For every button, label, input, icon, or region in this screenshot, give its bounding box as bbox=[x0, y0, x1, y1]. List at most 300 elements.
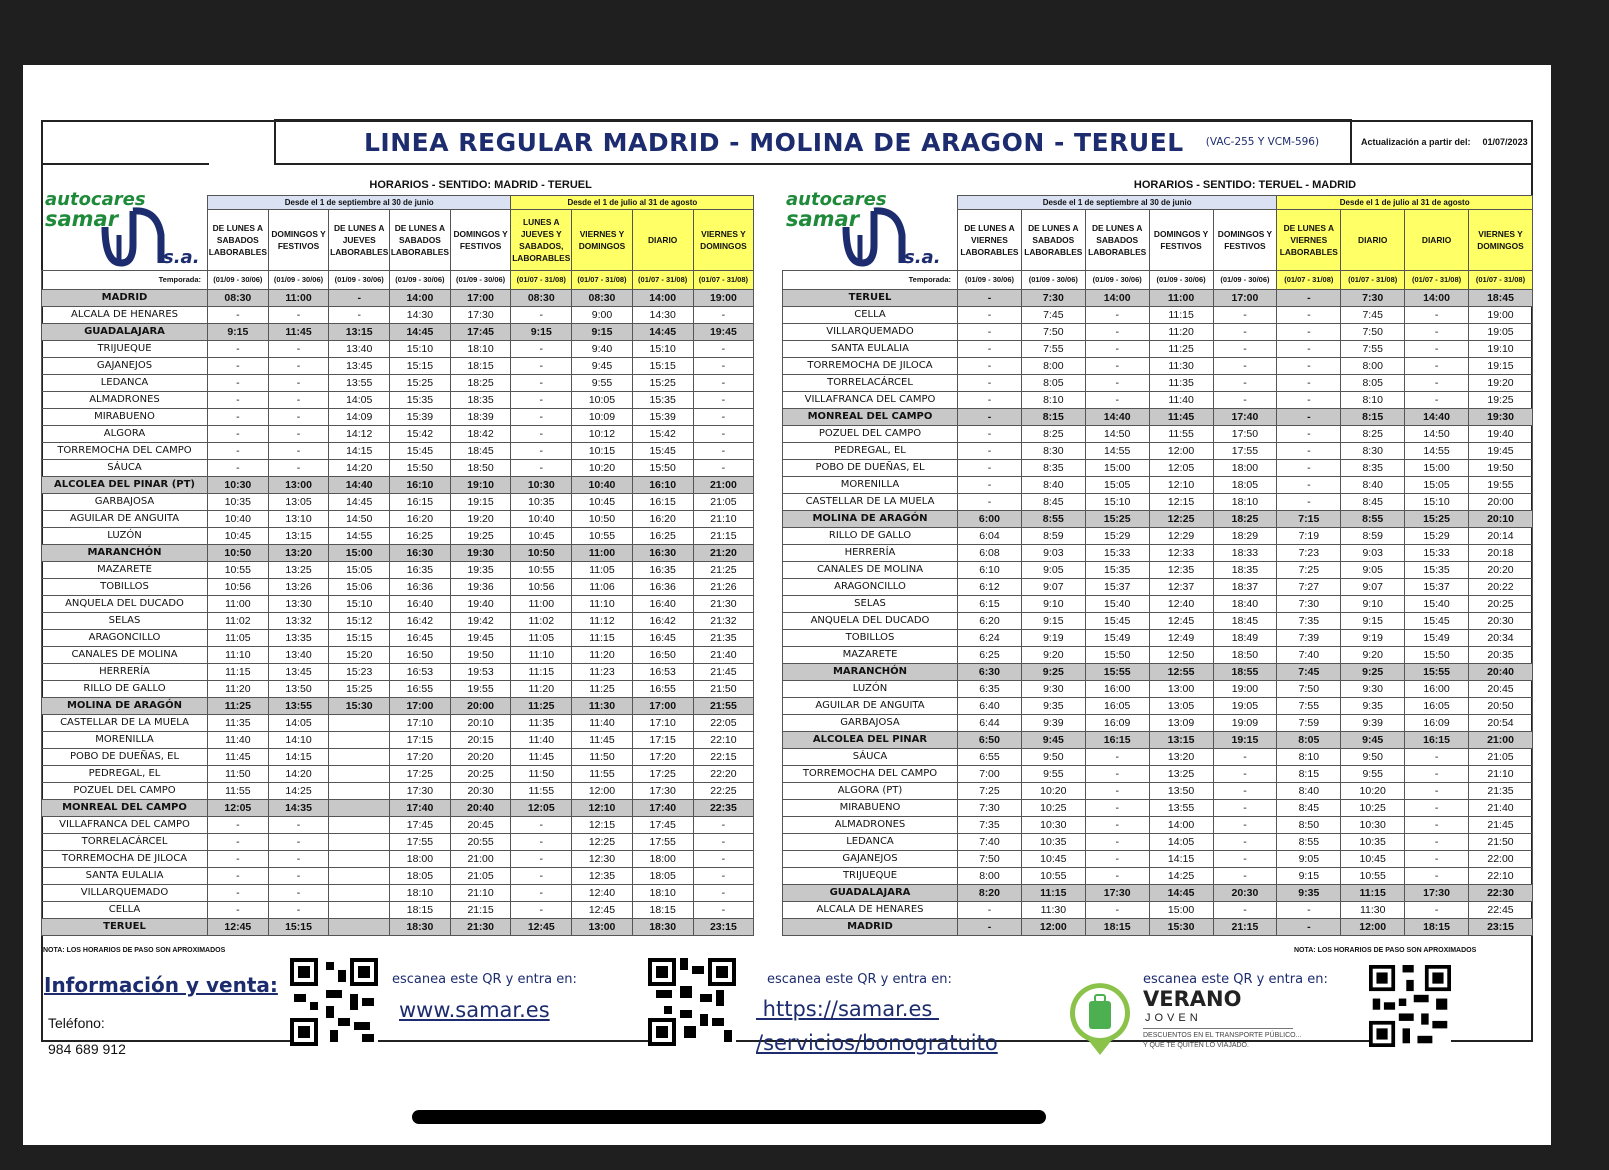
time-cell: 21:00 bbox=[1469, 732, 1533, 749]
column-header: DE LUNES A VIERNES LABORABLES bbox=[958, 210, 1022, 271]
time-cell: - bbox=[1213, 341, 1277, 358]
time-cell: 17:45 bbox=[390, 817, 451, 834]
time-cell: 14:30 bbox=[632, 307, 693, 324]
time-cell: 6:25 bbox=[958, 647, 1022, 664]
time-cell: 19:36 bbox=[450, 579, 511, 596]
time-cell: 9:03 bbox=[1021, 545, 1085, 562]
time-cell: 9:50 bbox=[1341, 749, 1405, 766]
stop-name: VILLARQUEMADO bbox=[42, 885, 208, 902]
page-subtitle: (VAC-255 Y VCM-596) bbox=[1205, 136, 1320, 148]
time-cell: 15:25 bbox=[329, 681, 390, 698]
time-cell: 18:25 bbox=[1213, 511, 1277, 528]
time-cell: 14:50 bbox=[1405, 426, 1469, 443]
column-header: DIARIO bbox=[1405, 210, 1469, 271]
time-cell: 10:30 bbox=[511, 477, 572, 494]
time-cell: - bbox=[1405, 375, 1469, 392]
time-cell: 15:05 bbox=[329, 562, 390, 579]
stop-name: VILLARQUEMADO bbox=[783, 324, 958, 341]
time-cell: 17:45 bbox=[632, 817, 693, 834]
time-cell: 22:35 bbox=[693, 800, 754, 817]
time-cell: 10:40 bbox=[572, 477, 633, 494]
time-cell: 21:30 bbox=[450, 919, 511, 936]
time-cell: 8:55 bbox=[1021, 511, 1085, 528]
bonogratuito-link-path[interactable]: /servicios/bonogratuito bbox=[756, 1031, 998, 1055]
time-cell: 14:00 bbox=[1405, 290, 1469, 307]
time-cell: 8:25 bbox=[1021, 426, 1085, 443]
time-cell: 7:30 bbox=[1277, 596, 1341, 613]
time-cell: 9:15 bbox=[572, 324, 633, 341]
time-cell: 10:45 bbox=[208, 528, 269, 545]
time-cell: - bbox=[1405, 834, 1469, 851]
table-row bbox=[783, 664, 1533, 681]
time-cell: 8:00 bbox=[1341, 358, 1405, 375]
time-cell: - bbox=[958, 341, 1022, 358]
time-cell: 21:45 bbox=[693, 664, 754, 681]
time-cell: - bbox=[511, 307, 572, 324]
time-cell: 18:30 bbox=[390, 919, 451, 936]
time-cell: 17:10 bbox=[632, 715, 693, 732]
column-header: DOMINGOS Y FESTIVOS bbox=[450, 210, 511, 271]
time-cell: 8:40 bbox=[1341, 477, 1405, 494]
time-cell: 9:15 bbox=[1341, 613, 1405, 630]
time-cell: 10:35 bbox=[208, 494, 269, 511]
time-cell: - bbox=[1213, 307, 1277, 324]
time-cell: - bbox=[1277, 358, 1341, 375]
time-cell: - bbox=[1213, 375, 1277, 392]
table-row bbox=[42, 902, 754, 919]
table-row bbox=[42, 341, 754, 358]
time-cell: 11:15 bbox=[208, 664, 269, 681]
table-row bbox=[783, 341, 1533, 358]
time-cell: 10:56 bbox=[511, 579, 572, 596]
table-row bbox=[42, 358, 754, 375]
table-row bbox=[783, 562, 1533, 579]
time-cell: 7:30 bbox=[1341, 290, 1405, 307]
samar-website-link[interactable]: www.samar.es bbox=[399, 998, 550, 1022]
time-cell bbox=[329, 715, 390, 732]
time-cell: 11:10 bbox=[208, 647, 269, 664]
time-cell: 12:00 bbox=[572, 783, 633, 800]
time-cell: - bbox=[1213, 800, 1277, 817]
time-cell: 21:10 bbox=[1469, 766, 1533, 783]
time-cell: 18:30 bbox=[632, 919, 693, 936]
time-cell: 15:00 bbox=[329, 545, 390, 562]
table-row bbox=[42, 919, 754, 936]
stop-name: GUADALAJARA bbox=[783, 885, 958, 902]
time-cell: - bbox=[1213, 392, 1277, 409]
table-row bbox=[42, 545, 754, 562]
time-cell: 12:37 bbox=[1149, 579, 1213, 596]
time-cell: 7:50 bbox=[1341, 324, 1405, 341]
time-cell: 13:15 bbox=[329, 324, 390, 341]
period-row bbox=[783, 196, 1533, 210]
stop-name: MOLINA DE ARAGÓN bbox=[42, 698, 208, 715]
update-date bbox=[1361, 137, 1528, 147]
table-row bbox=[783, 732, 1533, 749]
table-row bbox=[783, 681, 1533, 698]
time-cell: 18:55 bbox=[1213, 664, 1277, 681]
time-cell: 19:53 bbox=[450, 664, 511, 681]
time-cell: 18:15 bbox=[390, 902, 451, 919]
time-cell: 11:40 bbox=[208, 732, 269, 749]
stop-name: SANTA EULALIA bbox=[783, 341, 958, 358]
time-cell: 14:00 bbox=[1149, 817, 1213, 834]
time-cell: - bbox=[1405, 851, 1469, 868]
time-cell: 22:30 bbox=[1469, 885, 1533, 902]
time-cell: - bbox=[208, 460, 269, 477]
time-cell: 8:05 bbox=[1277, 732, 1341, 749]
stop-name: LEDANCA bbox=[783, 834, 958, 851]
time-cell: 17:30 bbox=[390, 783, 451, 800]
time-cell: 17:15 bbox=[390, 732, 451, 749]
time-cell: 22:00 bbox=[1469, 851, 1533, 868]
time-cell: 10:50 bbox=[511, 545, 572, 562]
time-cell: 19:20 bbox=[1469, 375, 1533, 392]
time-cell: 19:30 bbox=[1469, 409, 1533, 426]
time-cell: 11:25 bbox=[1149, 341, 1213, 358]
time-cell: 20:25 bbox=[1469, 596, 1533, 613]
time-cell: 19:55 bbox=[450, 681, 511, 698]
qr-code-icon[interactable] bbox=[648, 958, 736, 1046]
blank-cell bbox=[783, 207, 958, 271]
time-cell: 7:00 bbox=[958, 766, 1022, 783]
time-cell: 11:55 bbox=[208, 783, 269, 800]
stop-name: ARAGONCILLO bbox=[783, 579, 958, 596]
qr-code-icon[interactable] bbox=[1369, 965, 1451, 1047]
time-cell: 14:25 bbox=[1149, 868, 1213, 885]
time-cell: - bbox=[1277, 426, 1341, 443]
time-cell bbox=[329, 783, 390, 800]
time-cell: 10:45 bbox=[1021, 851, 1085, 868]
time-cell: - bbox=[208, 307, 269, 324]
time-cell: 11:45 bbox=[268, 324, 329, 341]
blank-cell bbox=[783, 175, 958, 196]
time-cell: 12:00 bbox=[1021, 919, 1085, 936]
time-cell: 7:35 bbox=[1277, 613, 1341, 630]
time-cell: 14:45 bbox=[632, 324, 693, 341]
season-range: (01/09 - 30/06) bbox=[1213, 271, 1277, 290]
time-cell: 11:00 bbox=[572, 545, 633, 562]
time-cell: 19:05 bbox=[1213, 698, 1277, 715]
time-cell: 9:55 bbox=[1021, 766, 1085, 783]
time-cell: 11:45 bbox=[1149, 409, 1213, 426]
season-range: (01/07 - 31/08) bbox=[1405, 271, 1469, 290]
time-cell: 13:45 bbox=[268, 664, 329, 681]
time-cell: 22:10 bbox=[693, 732, 754, 749]
time-cell: 10:05 bbox=[572, 392, 633, 409]
time-cell: 14:15 bbox=[268, 749, 329, 766]
scan-prompt: escanea este QR y entra en: bbox=[392, 972, 577, 987]
time-cell: 15:45 bbox=[1405, 613, 1469, 630]
time-cell: 9:05 bbox=[1021, 562, 1085, 579]
time-cell: 20:22 bbox=[1469, 579, 1533, 596]
time-cell: 18:45 bbox=[450, 443, 511, 460]
time-cell: 6:12 bbox=[958, 579, 1022, 596]
time-cell: - bbox=[511, 460, 572, 477]
direction-title: HORARIOS - SENTIDO: TERUEL - MADRID bbox=[1133, 179, 1357, 191]
time-cell: 9:30 bbox=[1341, 681, 1405, 698]
time-cell: 19:40 bbox=[450, 596, 511, 613]
verano-description: Y QUE TE QUITEN LO VIAJADO. bbox=[1143, 1042, 1249, 1049]
time-cell: 6:24 bbox=[958, 630, 1022, 647]
time-cell: 14:09 bbox=[329, 409, 390, 426]
time-cell: 18:50 bbox=[1213, 647, 1277, 664]
time-cell: - bbox=[1277, 477, 1341, 494]
stop-name: SÁUCA bbox=[42, 460, 208, 477]
time-cell: 14:05 bbox=[329, 392, 390, 409]
time-cell: - bbox=[1085, 749, 1149, 766]
time-cell: 16:36 bbox=[390, 579, 451, 596]
time-cell: - bbox=[1405, 817, 1469, 834]
time-cell: 14:25 bbox=[268, 783, 329, 800]
table-row bbox=[783, 307, 1533, 324]
time-cell: 20:15 bbox=[450, 732, 511, 749]
time-cell: 16:42 bbox=[632, 613, 693, 630]
time-cell: 15:35 bbox=[1085, 562, 1149, 579]
time-cell bbox=[329, 851, 390, 868]
stop-name: ARAGONCILLO bbox=[42, 630, 208, 647]
time-cell: - bbox=[208, 426, 269, 443]
time-cell: 21:15 bbox=[1213, 919, 1277, 936]
time-cell: 08:30 bbox=[572, 290, 633, 307]
season-row bbox=[783, 271, 1533, 290]
period-winter: Desde el 1 de septiembre al 30 de junio bbox=[208, 196, 511, 210]
time-cell: 17:25 bbox=[390, 766, 451, 783]
time-cell: - bbox=[1405, 358, 1469, 375]
time-cell: 7:19 bbox=[1277, 528, 1341, 545]
time-cell: 11:30 bbox=[572, 698, 633, 715]
table-row bbox=[783, 834, 1533, 851]
time-cell: 18:05 bbox=[632, 868, 693, 885]
time-cell: 13:00 bbox=[572, 919, 633, 936]
table-row bbox=[42, 579, 754, 596]
stop-name: ALMADRONES bbox=[42, 392, 208, 409]
time-cell: 16:50 bbox=[632, 647, 693, 664]
time-cell: 19:00 bbox=[693, 290, 754, 307]
time-cell: - bbox=[511, 443, 572, 460]
time-cell: - bbox=[268, 358, 329, 375]
time-cell: 19:10 bbox=[1469, 341, 1533, 358]
table-row bbox=[42, 783, 754, 800]
time-cell: 16:30 bbox=[390, 545, 451, 562]
update-value: 01/07/2023 bbox=[1482, 137, 1528, 147]
time-cell: 18:00 bbox=[632, 851, 693, 868]
verano-title: VERANO bbox=[1143, 987, 1242, 1011]
time-cell: 21:40 bbox=[693, 647, 754, 664]
time-cell: 15:33 bbox=[1405, 545, 1469, 562]
time-cell: 15:10 bbox=[632, 341, 693, 358]
time-cell: 8:59 bbox=[1021, 528, 1085, 545]
time-cell: 18:10 bbox=[1213, 494, 1277, 511]
time-cell: 10:09 bbox=[572, 409, 633, 426]
time-cell: 7:45 bbox=[1277, 664, 1341, 681]
time-cell: 17:00 bbox=[1213, 290, 1277, 307]
table-row bbox=[42, 681, 754, 698]
time-cell: 6:04 bbox=[958, 528, 1022, 545]
time-cell: 21:15 bbox=[693, 528, 754, 545]
time-cell: - bbox=[1277, 307, 1341, 324]
time-cell: 11:40 bbox=[572, 715, 633, 732]
time-cell: 11:15 bbox=[511, 664, 572, 681]
time-cell: 20:14 bbox=[1469, 528, 1533, 545]
time-cell: - bbox=[1405, 749, 1469, 766]
time-cell: 21:00 bbox=[450, 851, 511, 868]
time-cell: 13:40 bbox=[268, 647, 329, 664]
blank-cell bbox=[783, 196, 958, 210]
column-header: DE LUNES A SABADOS LABORABLES bbox=[1085, 210, 1149, 271]
time-cell: 16:05 bbox=[1405, 698, 1469, 715]
time-cell: 15:25 bbox=[1085, 511, 1149, 528]
time-cell: 9:10 bbox=[1341, 596, 1405, 613]
time-cell: - bbox=[208, 392, 269, 409]
time-cell: 17:40 bbox=[632, 800, 693, 817]
time-cell: 11:25 bbox=[208, 698, 269, 715]
time-cell: - bbox=[329, 307, 390, 324]
time-cell: 11:20 bbox=[511, 681, 572, 698]
time-cell: - bbox=[208, 834, 269, 851]
time-cell: 18:05 bbox=[1213, 477, 1277, 494]
season-range: (01/07 - 31/08) bbox=[1277, 271, 1341, 290]
time-cell: - bbox=[511, 409, 572, 426]
time-cell: - bbox=[268, 868, 329, 885]
time-cell: 12:25 bbox=[572, 834, 633, 851]
column-header: VIERNES Y DOMINGOS bbox=[572, 210, 633, 271]
time-cell: 10:20 bbox=[1341, 783, 1405, 800]
time-cell: - bbox=[511, 817, 572, 834]
stop-name: TERUEL bbox=[783, 290, 958, 307]
qr-code-icon[interactable] bbox=[290, 958, 378, 1046]
table-row bbox=[42, 647, 754, 664]
time-cell: 15:49 bbox=[1085, 630, 1149, 647]
time-cell: 16:09 bbox=[1405, 715, 1469, 732]
time-cell: 11:25 bbox=[511, 698, 572, 715]
time-cell: 9:15 bbox=[208, 324, 269, 341]
stop-name: CASTELLAR DE LA MUELA bbox=[42, 715, 208, 732]
time-cell: 21:50 bbox=[1469, 834, 1533, 851]
page-title: LINEA REGULAR MADRID - MOLINA DE ARAGON - TERUEL bbox=[364, 127, 1184, 157]
time-cell: 20:00 bbox=[450, 698, 511, 715]
time-cell: 11:05 bbox=[208, 630, 269, 647]
time-cell: 16:15 bbox=[632, 494, 693, 511]
time-cell: 15:37 bbox=[1405, 579, 1469, 596]
time-cell: 19:10 bbox=[450, 477, 511, 494]
time-cell: 9:45 bbox=[1341, 732, 1405, 749]
time-cell: 11:55 bbox=[572, 766, 633, 783]
time-cell: - bbox=[1085, 307, 1149, 324]
time-cell: 10:25 bbox=[1341, 800, 1405, 817]
time-cell: 10:15 bbox=[572, 443, 633, 460]
time-cell: - bbox=[1277, 324, 1341, 341]
time-cell: 7:27 bbox=[1277, 579, 1341, 596]
time-cell: - bbox=[1405, 341, 1469, 358]
time-cell: 10:50 bbox=[572, 511, 633, 528]
table-row bbox=[42, 749, 754, 766]
time-cell: 12:10 bbox=[572, 800, 633, 817]
time-cell: 13:15 bbox=[1149, 732, 1213, 749]
time-cell: 11:10 bbox=[572, 596, 633, 613]
time-cell: 15:33 bbox=[1085, 545, 1149, 562]
time-cell: 15:30 bbox=[329, 698, 390, 715]
season-range: (01/09 - 30/06) bbox=[1085, 271, 1149, 290]
stop-name: SELAS bbox=[783, 596, 958, 613]
phone-number[interactable]: 984 689 912 bbox=[48, 1041, 126, 1057]
time-cell: 10:30 bbox=[208, 477, 269, 494]
time-cell: 8:25 bbox=[1341, 426, 1405, 443]
time-cell: 9:20 bbox=[1341, 647, 1405, 664]
time-cell: 16:35 bbox=[390, 562, 451, 579]
time-cell: 12:40 bbox=[1149, 596, 1213, 613]
time-cell: 10:45 bbox=[1341, 851, 1405, 868]
time-cell: 7:55 bbox=[1277, 698, 1341, 715]
time-cell: - bbox=[1405, 868, 1469, 885]
time-cell: 9:55 bbox=[1341, 766, 1405, 783]
table-row bbox=[42, 851, 754, 868]
table-row bbox=[783, 885, 1533, 902]
time-cell: 9:05 bbox=[1341, 562, 1405, 579]
time-cell: 10:40 bbox=[511, 511, 572, 528]
time-cell: 21:32 bbox=[693, 613, 754, 630]
logo-text: s.a. bbox=[163, 247, 200, 268]
table-row bbox=[42, 443, 754, 460]
time-cell: - bbox=[1213, 358, 1277, 375]
time-cell: - bbox=[511, 885, 572, 902]
time-cell: - bbox=[693, 902, 754, 919]
table-row bbox=[42, 409, 754, 426]
time-cell: 7:40 bbox=[958, 834, 1022, 851]
time-cell: 13:55 bbox=[1149, 800, 1213, 817]
time-cell: - bbox=[1405, 307, 1469, 324]
time-cell: 15:06 bbox=[329, 579, 390, 596]
column-header: VIERNES Y DOMINGOS bbox=[1469, 210, 1533, 271]
stop-name: POBO DE DUEÑAS, EL bbox=[783, 460, 958, 477]
season-range: (01/07 - 31/08) bbox=[572, 271, 633, 290]
time-cell: 11:55 bbox=[1149, 426, 1213, 443]
bonogratuito-link[interactable]: https://samar.es bbox=[756, 997, 940, 1021]
scrollbar[interactable] bbox=[412, 1110, 1046, 1124]
time-cell: - bbox=[329, 290, 390, 307]
stop-name: TERUEL bbox=[42, 919, 208, 936]
time-cell: 22:25 bbox=[693, 783, 754, 800]
time-cell: 18:45 bbox=[1213, 613, 1277, 630]
time-cell bbox=[329, 749, 390, 766]
time-cell: - bbox=[1085, 766, 1149, 783]
time-cell: 10:55 bbox=[572, 528, 633, 545]
time-cell: 18:35 bbox=[1213, 562, 1277, 579]
time-cell: - bbox=[1085, 800, 1149, 817]
time-cell: 11:00 bbox=[1149, 290, 1213, 307]
time-cell: 9:15 bbox=[1277, 868, 1341, 885]
time-cell: 16:00 bbox=[1405, 681, 1469, 698]
table-row bbox=[783, 392, 1533, 409]
time-cell: 15:15 bbox=[390, 358, 451, 375]
time-cell: 7:40 bbox=[1277, 647, 1341, 664]
time-cell: 16:00 bbox=[1085, 681, 1149, 698]
time-cell: 21:50 bbox=[693, 681, 754, 698]
time-cell: 21:35 bbox=[1469, 783, 1533, 800]
time-cell: 7:25 bbox=[1277, 562, 1341, 579]
time-cell: 14:12 bbox=[329, 426, 390, 443]
time-cell: 21:20 bbox=[693, 545, 754, 562]
time-cell: 10:55 bbox=[208, 562, 269, 579]
stop-name: LUZÓN bbox=[783, 681, 958, 698]
season-range: (01/07 - 31/08) bbox=[693, 271, 754, 290]
time-cell: 14:15 bbox=[1149, 851, 1213, 868]
time-cell: 16:15 bbox=[390, 494, 451, 511]
time-cell: - bbox=[958, 477, 1022, 494]
table-row bbox=[783, 715, 1533, 732]
time-cell: - bbox=[1085, 834, 1149, 851]
time-cell: 17:55 bbox=[632, 834, 693, 851]
